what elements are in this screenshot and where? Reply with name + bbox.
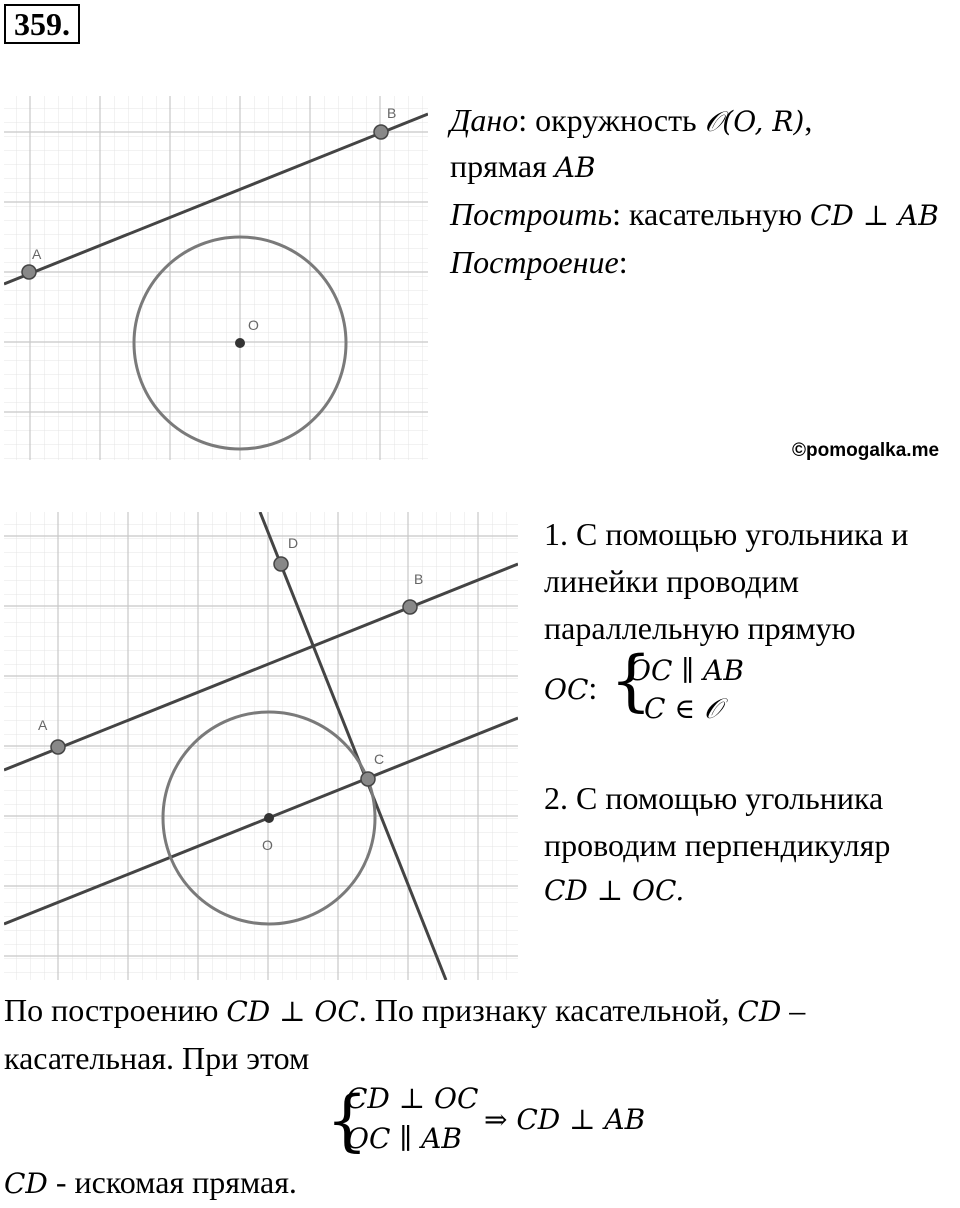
given-line-text: прямая: [450, 148, 555, 184]
label-o: O: [248, 317, 259, 333]
point-o-2: [264, 813, 274, 823]
given-circle: 𝒪(O, R): [704, 105, 805, 138]
label-a-2: A: [38, 717, 48, 733]
given-comma: ,: [804, 102, 813, 138]
figure-1: [4, 96, 428, 460]
label-o-2: O: [262, 837, 273, 853]
oc-label: OC: [544, 673, 589, 706]
point-a-2: [51, 740, 65, 754]
step1-oc-label: [544, 664, 597, 714]
point-a: [22, 265, 36, 279]
system-line-1: CD ⊥ OC: [346, 1082, 479, 1115]
step1-line-3: параллельную прямую: [544, 610, 856, 646]
problem-number: 359.: [4, 4, 80, 44]
construction-label: Построение: [450, 244, 619, 280]
construct-expr: CD ⊥ AB: [810, 199, 939, 232]
step1-line-2: линейки проводим: [544, 563, 799, 599]
conclusion-line-2: касательная. При этом: [4, 1040, 310, 1076]
point-b: [374, 125, 388, 139]
step1-cond-1: OC ∥ AB: [628, 654, 744, 687]
conclusion-line-1: [4, 986, 805, 1036]
conclusion-expr-1: CD ⊥ OC: [226, 995, 359, 1028]
brace-2: {: [326, 1082, 368, 1159]
given-text: : окружность: [518, 102, 705, 138]
label-b: B: [387, 105, 397, 121]
final-expr: CD: [4, 1167, 48, 1200]
system-line-2: OC ∥ AB: [346, 1122, 462, 1155]
point-c: [361, 772, 375, 786]
step2-line-1: 2. С помощью угольника: [544, 780, 884, 816]
construct-text: : касательную: [612, 196, 810, 232]
given-line: [450, 96, 812, 146]
oc-colon: :: [588, 670, 598, 706]
conclusion-expr-2: CD: [737, 995, 782, 1028]
point-b-2: [403, 600, 417, 614]
brace-1: {: [610, 642, 652, 719]
final-text: - искомая прямая.: [47, 1164, 297, 1200]
construct-label: Построить: [450, 196, 613, 232]
construct-line: [450, 190, 939, 240]
label-c: C: [374, 751, 385, 767]
given-line-2: [450, 142, 596, 192]
step2-expr: CD ⊥ OC.: [544, 874, 685, 907]
given-line-ab: AB: [554, 151, 596, 184]
conclusion-c: –: [781, 992, 806, 1028]
conclusion-a: По построению: [4, 992, 227, 1028]
label-d: D: [288, 535, 299, 551]
step2-line-2: проводим перпендикуляр: [544, 827, 891, 863]
construction-line: [450, 238, 628, 286]
point-o: [235, 338, 245, 348]
conclusion-b: . По признаку касательной,: [358, 992, 738, 1028]
construction-colon: :: [618, 244, 628, 280]
step1-cond-2: C ∈ 𝒪: [644, 692, 722, 725]
given-label: Дано: [450, 102, 519, 138]
watermark: ©pomogalka.me: [792, 440, 940, 461]
implies-expr: ⇒ CD ⊥ AB: [484, 1103, 646, 1136]
label-b-2: B: [414, 571, 424, 587]
step1-line-1: 1. С помощью угольника и: [544, 516, 909, 552]
label-a: A: [32, 246, 42, 262]
point-d: [274, 557, 288, 571]
figure-2: [4, 512, 518, 980]
